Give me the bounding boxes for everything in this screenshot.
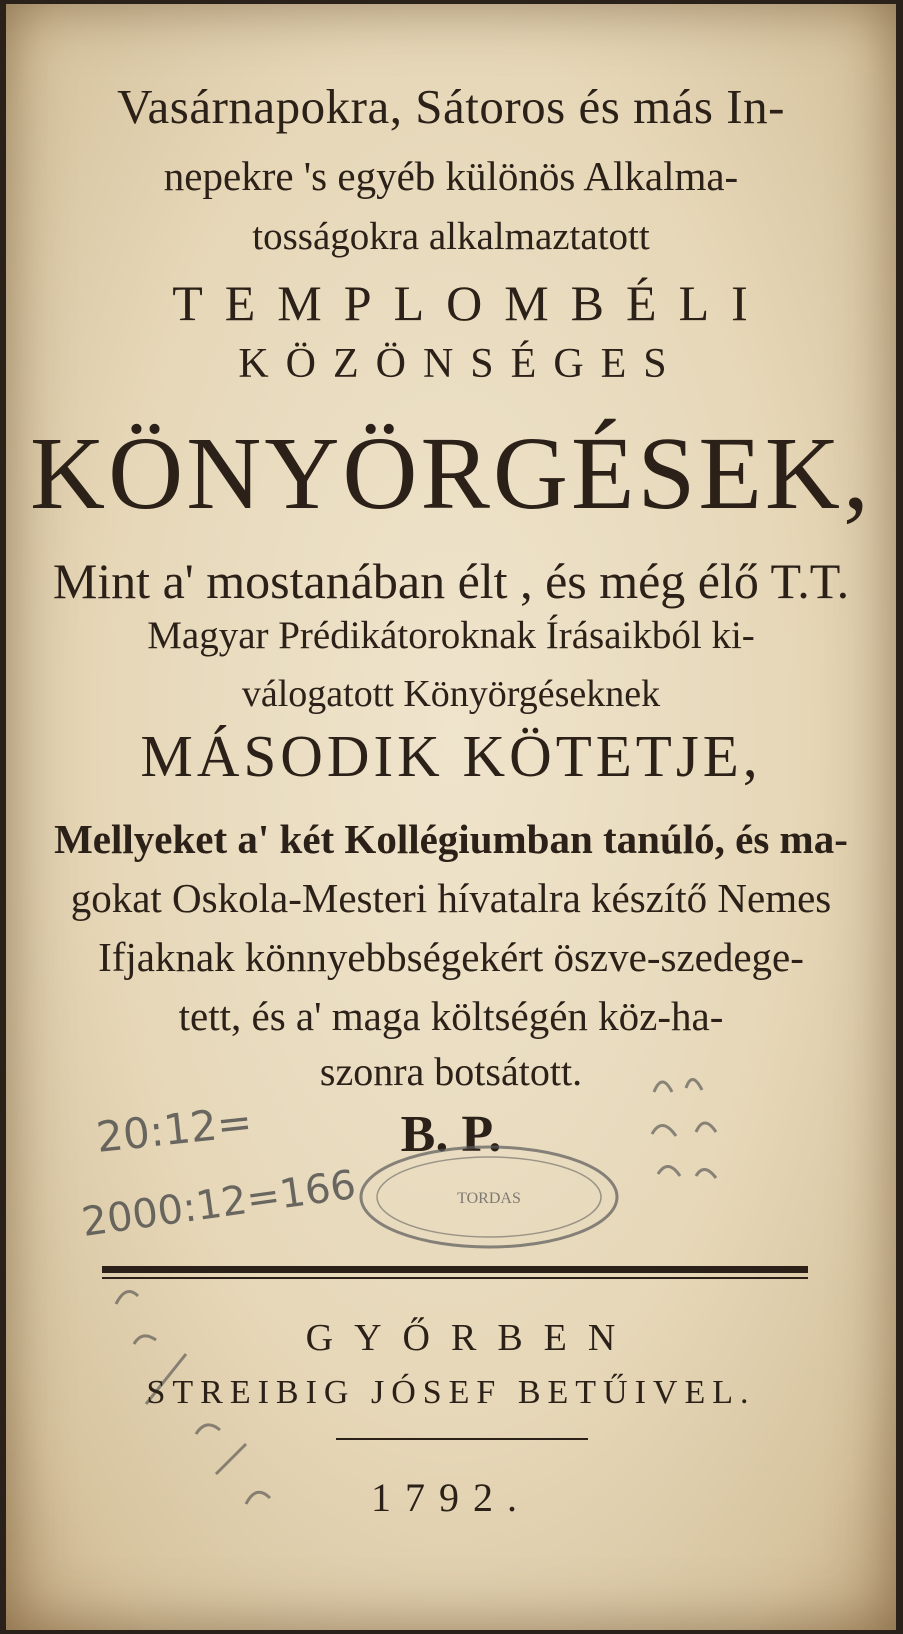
subtitle-line-2: Magyar Prédikátoroknak Írásaikból ki- [147,614,755,657]
title-line-1: Vasárnapokra, Sátoros és más In- [117,79,785,134]
description-line-1: Mellyeket a' két Kollégiumban tanúló, és ma- [54,816,848,862]
imprint-place: GYŐRBEN [305,1317,637,1359]
description-line-2: gokat Oskola-Mesteri hívatalra készítő Nemes [70,875,832,921]
imprint-printer: STREIBIG JÓSEF BETŰIVEL. [146,1374,756,1411]
title-page [6,4,896,1630]
subtitle-line-3: válogatott Könyörgéseknek [241,673,661,715]
title-templombeli: TEMPLOMBÉLI [172,275,770,331]
title-line-2: nepekre 's egyéb különös Alkalma- [163,153,739,199]
divider-thick [102,1266,808,1273]
main-title: KÖNYÖRGÉSEK, [30,416,872,531]
subtitle-line-1: Mint a' mostanában élt , és még élő T.T. [52,553,850,609]
description-line-5: szonra botsátott. [319,1049,583,1094]
divider-short [336,1438,588,1440]
description-line-4: tett, és a' maga költségén köz-ha- [178,993,724,1039]
handwritten-note-1: 20:12= [93,1096,255,1162]
editor-initials: B. P. [400,1106,502,1163]
description-line-3: Ifjaknak könnyebbségekért öszve-szedege- [98,934,804,980]
divider-thin [102,1277,808,1279]
handwritten-note-2: 2000:12=166 [78,1161,359,1246]
stamp-text: TORDAS [457,1190,521,1207]
volume-title: MÁSODIK KÖTETJE, [140,723,762,789]
title-kozonseges: KÖZÖNSÉGES [238,341,684,387]
imprint-year: 1792. [371,1475,531,1520]
title-line-3: tosságokra alkalmaztatott [252,215,650,258]
